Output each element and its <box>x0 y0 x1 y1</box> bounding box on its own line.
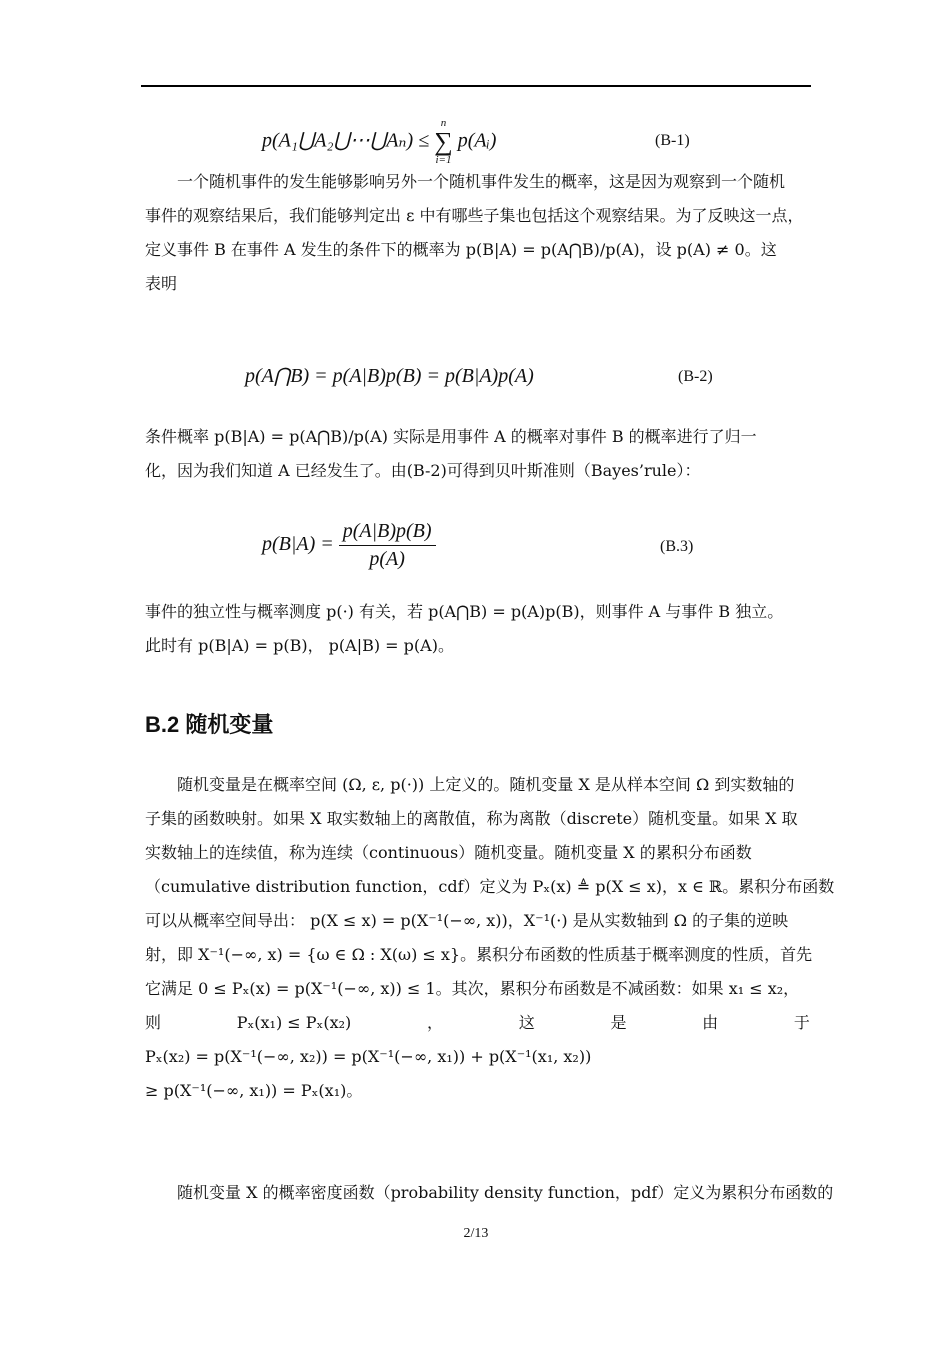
summation-symbol: n ∑ i=1 <box>434 117 453 166</box>
equation-b1-lhs: p(A₁⋃A₂⋃⋯⋃Aₙ) ≤ <box>262 129 430 152</box>
fraction-numerator: p(A|B)p(B) <box>339 520 436 546</box>
paragraph-3-line: 此时有 p(B|A) = p(B)， p(A|B) = p(A)。 <box>145 636 454 655</box>
paragraph-5 <box>145 1176 834 1210</box>
paragraph-4 <box>145 768 835 1108</box>
equation-b3-label: (B.3) <box>660 538 694 555</box>
paragraph-2-line: 化，因为我们知道 A 已经发生了。由(B-2)可得到贝叶斯准则（Bayes’rule）： <box>145 461 701 480</box>
paragraph-3 <box>145 595 810 663</box>
justified-word: 于 <box>793 1013 810 1032</box>
justified-word: 由 <box>702 1013 719 1032</box>
paragraph-4-line: ≥ p(X⁻¹(−∞, x₁)) = Pₓ(x₁)。 <box>145 1081 363 1100</box>
paragraph-4-line: 它满足 0 ≤ Pₓ(x) = p(X⁻¹(−∞, x)) ≤ 1。其次，累积分布函数是不减函数：如果 x₁ ≤ x₂， <box>145 979 800 998</box>
paragraph-2 <box>145 420 810 488</box>
paragraph-5-line: 随机变量 X 的概率密度函数（probability density function，pdf）定义为累积分布函数的 <box>177 1183 834 1202</box>
paragraph-4-line: 实数轴上的连续值，称为连续（continuous）随机变量。随机变量 X 的累积分布函数 <box>145 843 752 862</box>
paragraph-1-line: 定义事件 B 在事件 A 发生的条件下的概率为 p(B|A) = p(A⋂B)/p(A)，设 p(A) ≠ 0。这 <box>145 240 777 259</box>
section-heading: B.2 随机变量 <box>145 712 274 737</box>
sum-upper-limit: n <box>440 117 447 129</box>
equation-b2: p(A⋂B) = p(A|B)p(B) = p(B|A)p(A) <box>245 365 534 387</box>
page-number: 2/13 <box>463 1226 489 1241</box>
paragraph-4-line: 子集的函数映射。如果 X 取实数轴上的离散值，称为离散（discrete）随机变量。如果 X 取 <box>145 809 798 828</box>
justified-word: 是 <box>610 1013 627 1032</box>
equation-b3 <box>262 520 436 571</box>
justified-word: 这 <box>518 1013 535 1032</box>
header-rule <box>141 85 811 87</box>
paragraph-4-line: 随机变量是在概率空间 (Ω, ε, p(·)) 上定义的。随机变量 X 是从样本空间 Ω 到实数轴的 <box>177 775 795 794</box>
paragraph-2-line: 条件概率 p(B|A) = p(A⋂B)/p(A) 实际是用事件 A 的概率对事件 B 的概率进行了归一 <box>145 427 757 446</box>
paragraph-4-justified-line <box>145 1006 810 1040</box>
paragraph-1-line: 事件的观察结果后，我们能够判定出 ε 中有哪些子集也包括这个观察结果。为了反映这一点， <box>145 206 804 225</box>
equation-b1 <box>262 118 496 166</box>
fraction-denominator: p(A) <box>369 548 405 570</box>
paragraph-1 <box>145 165 810 301</box>
paragraph-4-line: 可以从概率空间导出： p(X ≤ x) = p(X⁻¹(−∞, x))，X⁻¹(·) 是从实数轴到 Ω 的子集的逆映 <box>145 911 789 930</box>
paragraph-4-line: （cumulative distribution function，cdf）定义为 Pₓ(x) ≜ p(X ≤ x)，x ∈ ℝ。累积分布函数 <box>145 877 835 896</box>
equation-b1-label: (B-1) <box>655 132 690 149</box>
justified-word: Pₓ(x₁) ≤ Pₓ(x₂) <box>236 1013 352 1032</box>
equation-b2-label: (B-2) <box>678 368 713 385</box>
justified-word: 则 <box>145 1013 162 1032</box>
equation-b3-lhs: p(B|A) = <box>262 533 334 556</box>
paragraph-1-line: 一个随机事件的发生能够影响另外一个随机事件发生的概率，这是因为观察到一个随机 <box>177 172 786 191</box>
paragraph-4-line: Pₓ(x₂) = p(X⁻¹(−∞, x₂)) = p(X⁻¹(−∞, x₁)) + p(X⁻¹(x₁, x₂)) <box>145 1047 592 1066</box>
equation-b1-rhs: p(Aᵢ) <box>457 129 497 152</box>
sum-lower-limit: i=1 <box>435 154 452 166</box>
paragraph-3-line: 事件的独立性与概率测度 p(·) 有关，若 p(A⋂B) = p(A)p(B)，则事件 A 与事件 B 独立。 <box>145 602 784 621</box>
paragraph-1-line: 表明 <box>145 274 178 293</box>
paragraph-4-line: 射，即 X⁻¹(−∞, x) = {ω ∈ Ω : X(ω) ≤ x}。累积分布函数的性质基于概率测度的性质，首先 <box>145 945 813 964</box>
justified-word: ， <box>426 1013 443 1032</box>
fraction <box>339 520 436 571</box>
